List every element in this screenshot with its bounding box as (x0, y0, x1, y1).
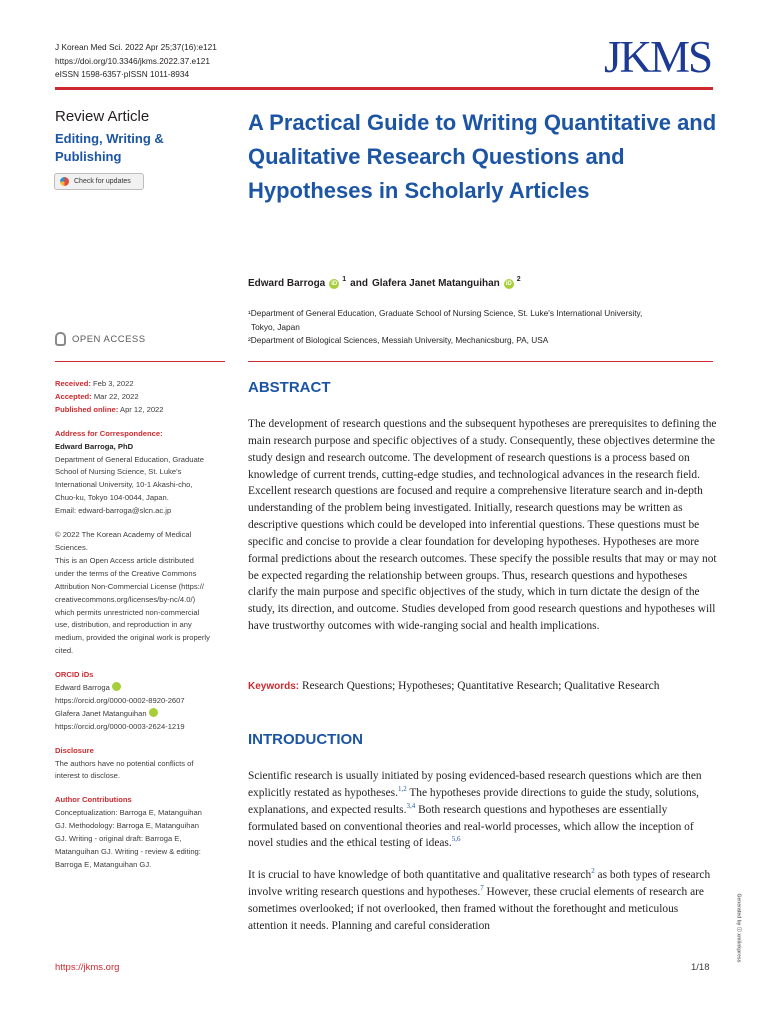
author-list (248, 278, 525, 289)
sidebar-divider (55, 361, 225, 362)
issn: eISSN 1598-6357·pISSN 1011-8934 (55, 69, 190, 79)
contributions-block (55, 794, 233, 871)
contributions-heading: Author Contributions (55, 795, 132, 805)
open-access-badge (55, 332, 146, 346)
article-type: Review Article (55, 108, 150, 125)
license-block (55, 529, 233, 658)
contribution-line: Conceptualization: Barroga E, Matanguihan (55, 808, 202, 818)
generator-tag: Generated by ⓘ xmlinkpress (735, 893, 742, 963)
orcid-icon[interactable] (149, 708, 158, 717)
introduction-heading: INTRODUCTION (248, 731, 363, 748)
affiliation-line: ¹Department of General Education, Graduate School of Nursing Science, St. Luke's International University, (248, 308, 643, 318)
license-line: use, distribution, and reproduction in any (55, 620, 192, 630)
keywords-label: Keywords: (248, 681, 300, 692)
disclosure-line: The authors have no potential conflicts of (55, 758, 194, 768)
article-title: A Practical Guide to Writing Quantitative and Qualitative Research Questions and Hypotheses in Scholarly Articles (248, 110, 717, 203)
journal-website-link[interactable]: https://jkms.org (55, 962, 120, 973)
citation-ref[interactable]: 5,6 (451, 835, 461, 844)
license-line: Attribution Non-Commercial License (https:// (55, 581, 204, 591)
intro-paragraph: Scientific research is usually initiated by posing evidenced-based research questions which are then explicitly restated as hypotheses.$^{1,2}$ The hypotheses provide directions to guide the study, solutions, explanations, and expected results.$^{3,4}$ Both research questions and hypotheses are essentially formulated based on conventional theories and real-world processes, which allow the inception of novel studies and the ethical testing of ideas.$^{5,6}$ (248, 770, 702, 850)
content-divider (248, 361, 713, 362)
correspondence-line: School of Nursing Science, St. Luke's (55, 467, 182, 477)
page-number: 1/18 (691, 962, 710, 973)
license-line: which permits unrestricted non-commercial (55, 607, 200, 617)
orcid-link[interactable]: https://orcid.org/0000-0003-2624-1219 (55, 721, 185, 731)
correspondence-block (55, 428, 233, 518)
citation-ref[interactable]: 1,2 (397, 785, 407, 794)
correspondence-email[interactable]: Email: edward-barroga@slcn.ac.jp (55, 506, 172, 516)
author-affiliation-marker: 1 (342, 276, 347, 283)
disclosure-heading: Disclosure (55, 745, 94, 755)
affiliations (248, 307, 718, 348)
doi-link[interactable]: https://doi.org/10.3346/jkms.2022.37.e121 (55, 55, 210, 66)
author-affiliation-marker: 2 (516, 276, 521, 283)
open-access-label: OPEN ACCESS (72, 333, 146, 345)
orcid-author: Edward Barroga (55, 682, 233, 695)
license-link[interactable]: creativecommons.org/licenses/by-nc/4.0/) (55, 594, 196, 604)
check-for-updates-label: Check for updates (74, 178, 131, 185)
author-name[interactable]: Glafera Janet Matanguihan (371, 278, 500, 289)
contribution-line: GJ. Methodology: Barroga E, Matanguihan (55, 821, 199, 831)
journal-logo: JKMS (604, 32, 712, 82)
citation-ref[interactable]: 2 (591, 867, 595, 876)
author-name[interactable]: Edward Barroga (248, 278, 326, 289)
orcid-block (55, 669, 233, 734)
check-for-updates-button[interactable] (54, 173, 144, 190)
keywords-list: Research Questions; Hypotheses; Quantitative Research; Qualitative Research (301, 680, 660, 692)
orcid-author: Glafera Janet Matanguihan (55, 708, 233, 721)
correspondence-line: International University, 10-1 Akashi-cho, (55, 480, 193, 490)
orcid-icon[interactable]: iD (331, 280, 338, 287)
license-line: This is an Open Access article distributed (55, 555, 194, 565)
contribution-line: Barroga E, Matanguihan GJ. (55, 859, 152, 869)
license-line: © 2022 The Korean Academy of Medical (55, 530, 192, 540)
citation-ref[interactable]: 7 (480, 884, 484, 893)
disclosure-line: interest to disclose. (55, 771, 120, 781)
section-type: Editing, Writing & Publishing (55, 131, 164, 164)
license-line: medium, provided the original work is properly (55, 633, 210, 643)
citation-block (55, 41, 217, 82)
disclosure-block (55, 745, 233, 784)
citation-ref[interactable]: 3,4 (406, 801, 416, 810)
crossmark-icon (60, 177, 69, 186)
affiliation-line: Tokyo, Japan (251, 321, 300, 332)
correspondence-heading: Address for Correspondence: (55, 428, 163, 438)
abstract-heading: ABSTRACT (248, 379, 331, 396)
orcid-link[interactable]: https://orcid.org/0000-0002-8920-2607 (55, 695, 185, 705)
correspondence-line: Department of General Education, Graduate (55, 454, 205, 464)
correspondence-line: Chuo-ku, Tokyo 104-0044, Japan. (55, 493, 169, 503)
open-lock-icon (55, 332, 66, 346)
keywords-line (248, 680, 659, 692)
orcid-heading: ORCID iDs (55, 670, 94, 680)
orcid-icon[interactable]: iD (505, 280, 512, 287)
author-joiner: and (350, 278, 368, 289)
affiliation-line: ²Department of Biological Sciences, Messiah University, Mechanicsburg, PA, USA (248, 335, 549, 345)
license-line: cited. (55, 646, 74, 656)
intro-paragraph: It is crucial to have knowledge of both quantitative and qualitative research$^2$ as both types of research involve writing research questions and hypotheses.$^7$ However, these crucial elements of research are sometimes overlooked; if not overlooked, then framed without the forethought and meticulous attention it needs. Planning and careful consideration (248, 867, 711, 932)
orcid-icon[interactable] (112, 682, 121, 691)
contribution-line: GJ. Writing - original draft: Barroga E, (55, 834, 182, 844)
abstract-text: The development of research questions and the subsequent hypotheses are prerequisites to defining the main research purpose and specific objectives of a study. Consequently, these objectives determine the study design and research outcome. The development of research questions is a process based on knowledge of current trends, cutting-edge studies, and technological advances in the research field. Excellent research questions are focused and require a comprehensive literature search and in-depth understanding of the problem being investigated. Initially, research questions may be written as descriptive questions which could be developed into inferential questions. These questions must be specific and concise to provide a clear foundation for developing hypotheses. Hypotheses are more formal predictions about the research outcomes. These specify the possible results that may or may not be expected regarding the relationship between groups. Thus, research questions and hypotheses clarify the main purpose and specific objectives of the study, which in turn dictate the design of the study, its direction, and outcome. Studies developed from good research questions and hypotheses will have trustworthy outcomes with wide-ranging social and health implications. (248, 418, 717, 633)
contribution-line: Matanguihan GJ. Writing - review & editing: (55, 847, 201, 856)
received-date: Received: Feb 3, 2022 (55, 379, 134, 388)
citation: J Korean Med Sci. 2022 Apr 25;37(16):e121 (55, 42, 217, 52)
header-divider (55, 87, 713, 90)
published-date: Published online: Apr 12, 2022 (55, 404, 164, 414)
license-line: Sciences. (55, 542, 88, 552)
license-line: under the terms of the Creative Commons (55, 568, 197, 578)
correspondence-name: Edward Barroga, PhD (55, 441, 134, 451)
article-sidebar (55, 378, 233, 872)
accepted-date: Accepted: Mar 22, 2022 (55, 391, 139, 401)
